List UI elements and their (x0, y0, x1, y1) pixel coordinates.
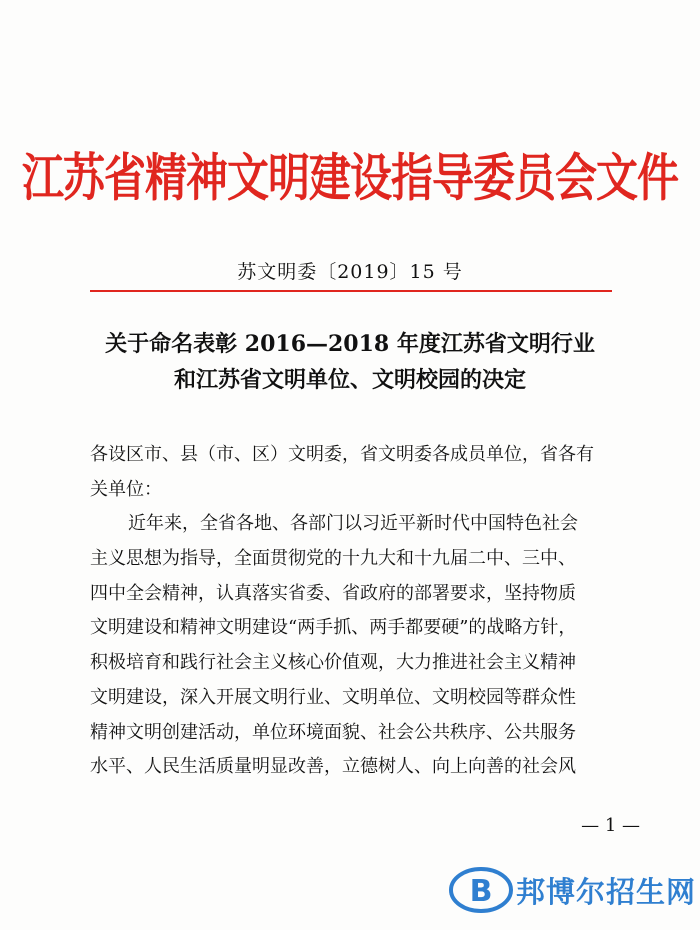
body-line: 水平、人民生活质量明显改善，立德树人、向上向善的社会风 (90, 756, 576, 778)
document-body (90, 438, 612, 785)
body-line: 四中全会精神，认真落实省委、省政府的部署要求，坚持物质 (90, 582, 576, 604)
issuing-authority-header: 江苏省精神文明建设指导委员会文件 (21, 147, 678, 208)
body-line: 积极培育和践行社会主义核心价值观，大力推进社会主义精神 (90, 652, 576, 674)
body-line: 文明建设和精神文明建设“两手抓、两手都要硬”的战略方针， (90, 617, 577, 639)
body-line: 精神文明创建活动，单位环境面貌、社会公共秩序、公共服务 (90, 721, 576, 743)
body-line: 近年来，全省各地、各部门以习近平新时代中国特色社会 (128, 513, 578, 535)
body-line: 文明建设，深入开展文明行业、文明单位、文明校园等群众性 (90, 686, 576, 708)
document-title-line: 关于命名表彰 2016—2018 年度江苏省文明行业 (105, 331, 595, 357)
body-line: 主义思想为指导，全面贯彻党的十九大和十九届二中、三中、 (90, 548, 576, 570)
red-divider-line (90, 290, 612, 292)
b-logo-icon (448, 864, 514, 916)
watermark-site-name: 邦博尔招生网 (516, 874, 697, 909)
site-watermark (448, 862, 696, 918)
document-title-line: 和江苏省文明单位、文明校园的决定 (173, 367, 526, 393)
page-number: — 1 — (581, 815, 640, 836)
addressee-line: 各设区市、县（市、区）文明委，省文明委各成员单位，省各有 (90, 444, 594, 465)
logo-letter: B (469, 874, 493, 909)
document-title (0, 326, 700, 398)
addressee-line: 关单位： (90, 478, 162, 500)
document-number: 苏文明委〔2019〕15 号 (237, 261, 463, 283)
